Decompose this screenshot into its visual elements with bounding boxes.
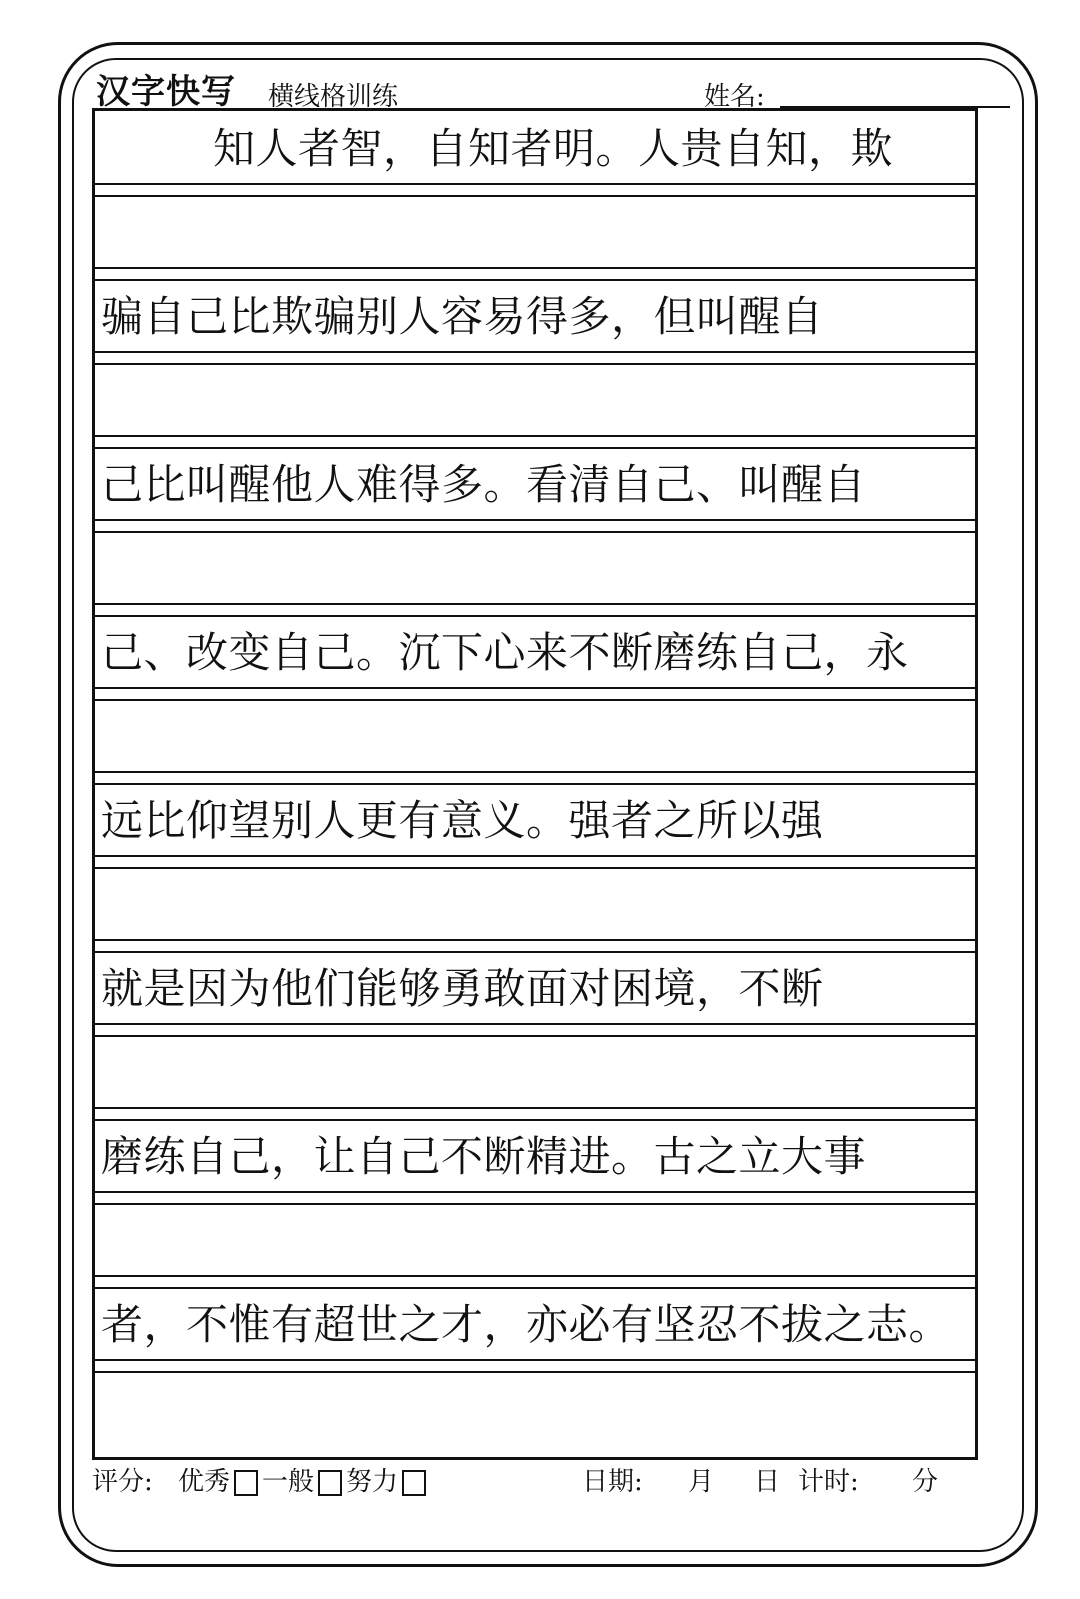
month-label: 月 [688,1467,715,1497]
handwritten-line-8: 者，不惟有超世之才，亦必有坚忍不拔之志。 [101,1300,952,1349]
option-excellent-label: 优秀 [178,1467,231,1497]
handwritten-line-5: 远比仰望别人更有意义。强者之所以强 [101,796,824,845]
checkbox-effort[interactable] [402,1470,426,1496]
handwritten-line-2: 骗自己比欺骗别人容易得多，但叫醒自 [101,292,824,341]
brand-title: 汉字快写 [96,72,236,112]
day-label: 日 [754,1467,781,1497]
option-effort-label: 努力 [346,1467,399,1497]
worksheet-header [96,62,1016,112]
handwritten-line-1: 知人者智，自知者明。人贵自知，欺 [213,124,894,173]
timer-label: 计时: [798,1467,859,1497]
checkbox-average[interactable] [318,1470,342,1496]
handwritten-line-7: 磨练自己，让自己不断精进。古之立大事 [101,1132,867,1181]
option-average-label: 一般 [262,1467,315,1497]
checkbox-excellent[interactable] [234,1470,258,1496]
worksheet-subtitle: 横线格训练 [268,82,399,112]
minute-label: 分 [912,1467,939,1497]
handwritten-line-6: 就是因为他们能够勇敢面对困境，不断 [101,964,824,1013]
writing-grid [92,108,978,1460]
name-label: 姓名: [704,82,765,112]
score-label: 评分: [92,1467,153,1497]
handwritten-line-4: 己、改变自己。沉下心来不断磨练自己，永 [101,628,909,677]
handwritten-line-3: 己比叫醒他人难得多。看清自己、叫醒自 [101,460,867,509]
worksheet-footer [92,1462,978,1508]
date-label: 日期: [582,1467,643,1497]
